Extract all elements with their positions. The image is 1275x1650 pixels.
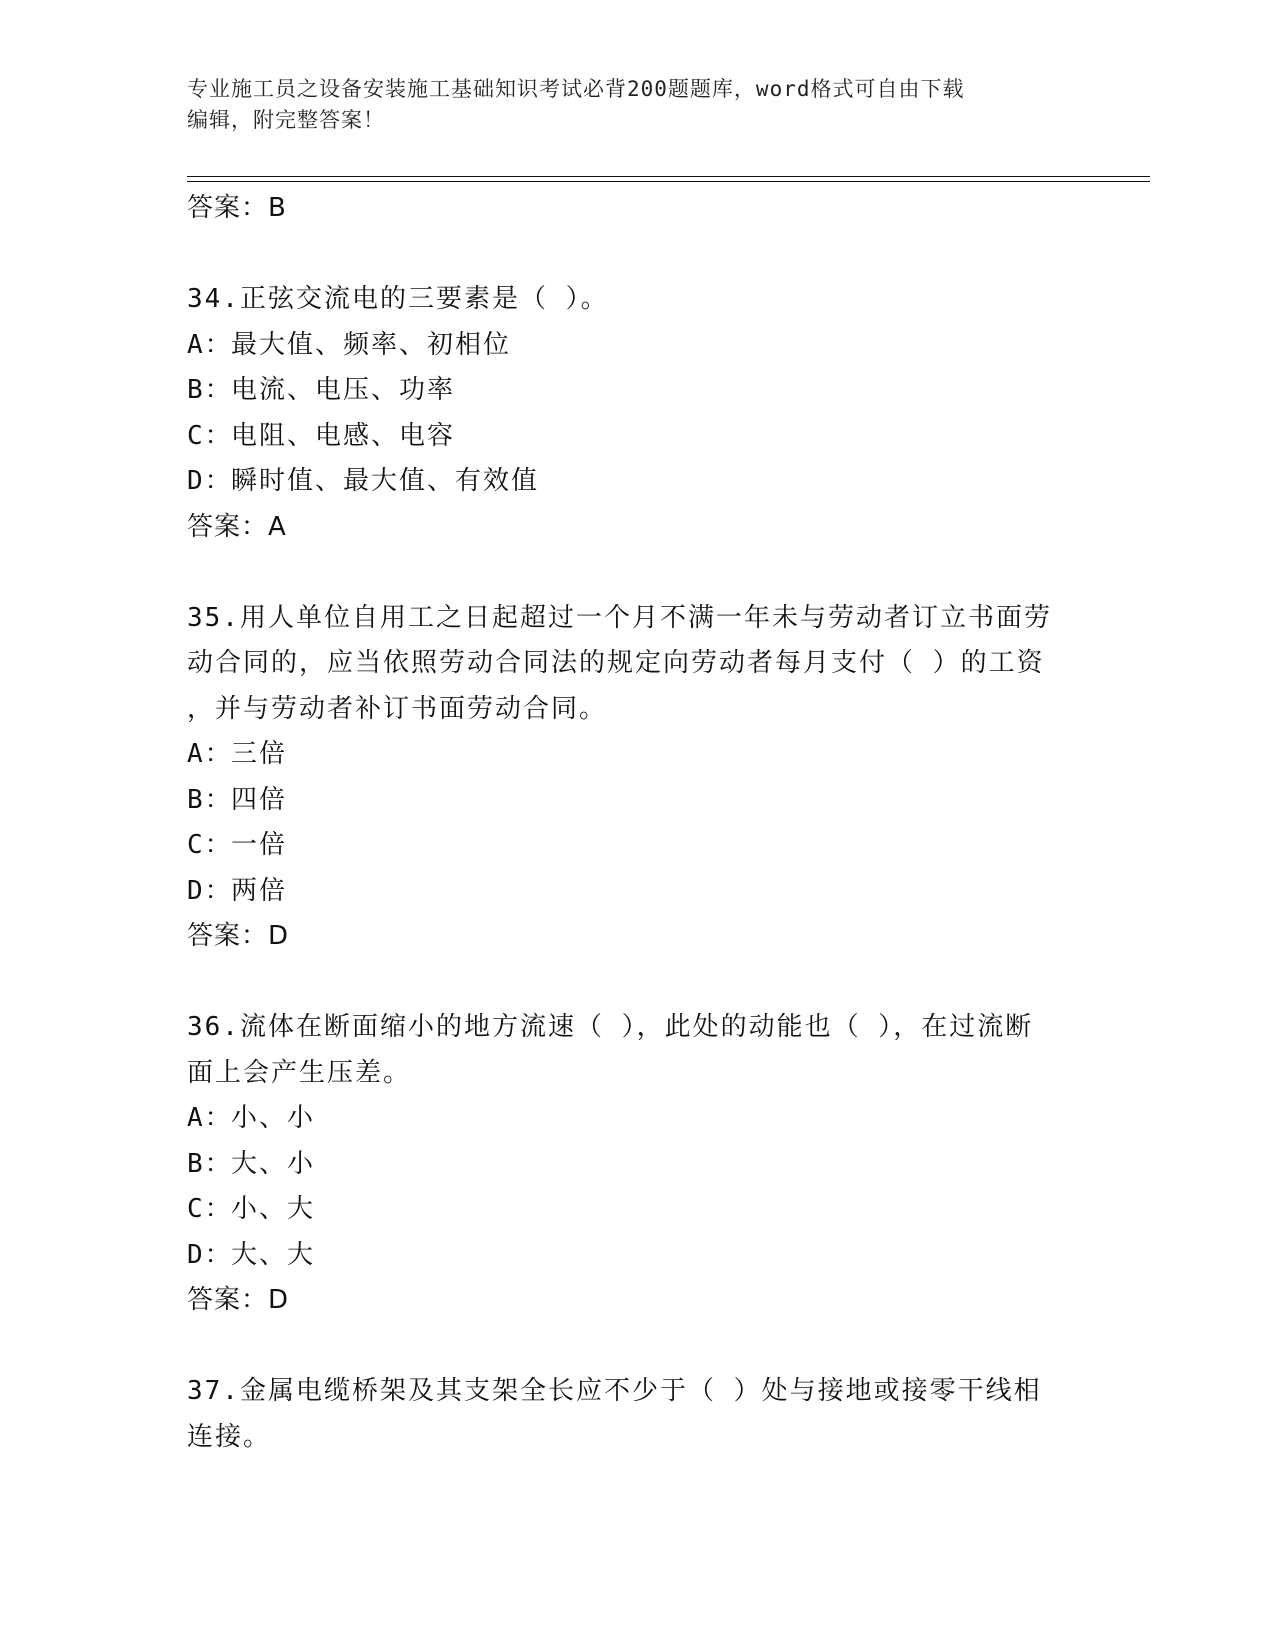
option-text: 四倍 (231, 784, 288, 815)
spacer (187, 960, 1087, 1006)
option-c (187, 1187, 1087, 1233)
option-b (187, 1142, 1087, 1188)
option-d (187, 459, 1087, 505)
spacer (187, 550, 1087, 596)
answer-line: 答案：D (187, 921, 290, 951)
option-text: 小、小 (231, 1103, 316, 1133)
option-b (187, 778, 1087, 824)
option-key: D： (187, 466, 233, 496)
option-key: D： (187, 1239, 233, 1270)
option-text: 小、大 (231, 1194, 316, 1224)
option-text: 大、大 (231, 1239, 316, 1270)
answer-line: 答案：A (187, 511, 287, 542)
question-text: 36.流体在断面缩小的地方流速（ ），此处的动能也（ ），在过流断 (187, 1012, 1034, 1042)
option-key: C： (187, 830, 233, 860)
option-key: D： (187, 875, 233, 906)
answer-line: 答案：D (187, 1285, 290, 1315)
option-text: 最大值、频率、初相位 (231, 329, 512, 360)
option-d (187, 1233, 1087, 1279)
question-text: 34.正弦交流电的三要素是（ ）。 (187, 284, 609, 314)
question-text: 面上会产生压差。 (187, 1057, 412, 1088)
option-b (187, 368, 1087, 414)
option-text: 两倍 (231, 875, 288, 906)
question-text: 35.用人单位自用工之日起超过一个月不满一年未与劳动者订立书面劳 (187, 602, 1052, 633)
option-key: B： (187, 784, 233, 815)
question-block (187, 1005, 1087, 1324)
header-rule-bottom (187, 181, 1150, 182)
option-d (187, 869, 1087, 915)
header-rule-top (187, 176, 1150, 177)
option-key: A： (187, 1103, 233, 1133)
option-a (187, 323, 1087, 369)
option-text: 电阻、电感、电容 (231, 420, 456, 451)
option-a (187, 1096, 1087, 1142)
option-text: 电流、电压、功率 (231, 375, 456, 405)
answer-line: 答案：B (187, 193, 287, 223)
option-text: 大、小 (231, 1148, 316, 1179)
option-key: A： (187, 329, 233, 360)
document-header (187, 74, 1067, 136)
question-block (187, 277, 1087, 550)
document-body (187, 186, 1087, 1460)
option-text: 三倍 (231, 739, 288, 769)
header-line-1: 专业施工员之设备安装施工基础知识考试必背200题题库，word格式可自由下载 (187, 77, 965, 101)
option-key: B： (187, 375, 233, 405)
option-c (187, 823, 1087, 869)
spacer (187, 232, 1087, 278)
option-key: C： (187, 420, 233, 451)
option-c (187, 414, 1087, 460)
option-text: 瞬时值、最大值、有效值 (231, 466, 540, 496)
option-key: B： (187, 1148, 233, 1179)
question-block (187, 596, 1087, 960)
question-text: ，并与劳动者补订书面劳动合同。 (187, 693, 608, 724)
spacer (187, 1324, 1087, 1370)
option-key: C： (187, 1194, 233, 1224)
question-text: 动合同的，应当依照劳动合同法的规定向劳动者每月支付（ ）的工资 (187, 648, 1045, 678)
question-text: 37.金属电缆桥架及其支架全长应不少于（ ）处与接地或接零干线相 (187, 1376, 1042, 1406)
question-block (187, 1369, 1087, 1460)
header-line-2: 编辑，附完整答案！ (187, 108, 385, 132)
question-text: 连接。 (187, 1421, 272, 1452)
option-key: A： (187, 739, 233, 769)
option-a (187, 732, 1087, 778)
option-text: 一倍 (231, 830, 288, 860)
